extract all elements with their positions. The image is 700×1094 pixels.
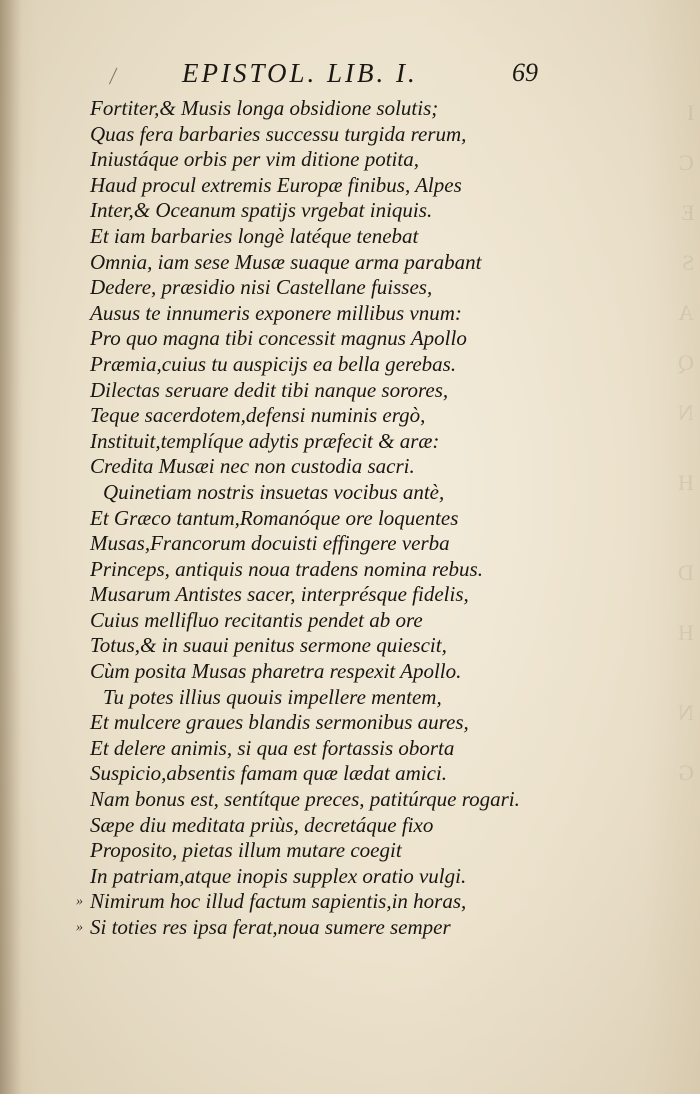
verse-line <box>90 813 520 839</box>
verse-text: Quas fera barbaries successu turgida rerum, <box>90 121 467 146</box>
verse-text: Tu potes illius quouis impellere mentem, <box>103 684 442 709</box>
verse-line <box>90 480 520 506</box>
running-head: EPISTOL. LIB. I. <box>182 58 418 88</box>
verse-text: Si toties res ipsa ferat,noua sumere semper <box>90 915 451 939</box>
verse-text: Iniustáque orbis per vim ditione potita, <box>90 147 419 172</box>
verse-text: Fortiter,& Musis longa obsidione solutis; <box>90 96 439 120</box>
verse-line <box>90 506 520 532</box>
verse-line <box>90 454 520 480</box>
verse-line <box>90 557 520 583</box>
verse-line <box>90 761 520 787</box>
verse-line <box>90 301 520 327</box>
quotation-marker: » <box>76 894 83 910</box>
verse-line <box>90 685 520 711</box>
verse-text: Credita Musæi nec non custodia sacri. <box>90 454 415 479</box>
verse-text: Pro quo magna tibi concessit magnus Apollo <box>90 326 467 351</box>
verse-text: Et delere animis, si qua est fortassis oborta <box>90 735 455 760</box>
verse-text: Teque sacerdotem,defensi numinis ergò, <box>90 403 426 428</box>
verse-text: Suspicio,absentis famam quæ lædat amici. <box>90 761 447 786</box>
verse-line <box>90 147 520 173</box>
verse-line <box>90 864 520 890</box>
verse-text: Cùm posita Musas pharetra respexit Apollo. <box>90 659 462 684</box>
verse-line <box>90 429 520 455</box>
verse-text: Nimirum hoc illud factum sapientis,in horas, <box>90 889 467 914</box>
page-number: 69 <box>512 58 538 87</box>
verse-list <box>76 96 520 941</box>
verse-text: Inter,& Oceanum spatijs vrgebat iniquis. <box>90 198 433 223</box>
verse-text: Totus,& in suaui penitus sermone quiescit, <box>90 633 447 658</box>
verse-text: Dedere, præsidio nisi Castellane fuisses, <box>90 275 433 300</box>
verse-line <box>90 250 520 276</box>
verse-line <box>90 198 520 224</box>
verse-line <box>90 659 520 685</box>
verse-text: Omnia, iam sese Musæ suaque arma parabant <box>90 249 482 274</box>
verse-line <box>76 915 520 941</box>
verse-line <box>90 736 520 762</box>
verse-line <box>90 710 520 736</box>
verse-line <box>90 352 520 378</box>
verse-text: Præmia,cuius tu auspicijs ea bella gerebas. <box>90 351 457 376</box>
verse-line <box>90 582 520 608</box>
quotation-marker: » <box>76 920 83 935</box>
gutter-shadow <box>0 0 22 1094</box>
verse-text: Nam bonus est, sentítque preces, patitúrque rogari. <box>90 787 520 812</box>
verse-line <box>90 96 520 122</box>
verse-text: Haud procul extremis Europæ finibus, Alpes <box>90 172 462 197</box>
verse-text: Proposito, pietas illum mutare coegit <box>90 838 402 863</box>
verse-text: Et Græco tantum,Romanóque ore loquentes <box>90 505 459 530</box>
verse-text: Et mulcere graues blandis sermonibus aures, <box>90 710 469 735</box>
verse-text: Instituit,templíque adytis præfecit & aræ: <box>90 428 440 453</box>
verse-line <box>90 275 520 301</box>
verse-text: Musas,Francorum docuisti effingere verba <box>90 531 450 556</box>
verse-text: Sæpe diu meditata priùs, decretáque fixo <box>90 812 434 837</box>
ink-mark <box>109 68 130 91</box>
verse-line <box>90 122 520 148</box>
verse-text: In patriam,atque inopis supplex oratio vulgi. <box>90 863 467 888</box>
verse-text: Ausus te innumeris exponere millibus vnum: <box>90 300 462 325</box>
verse-line <box>90 173 520 199</box>
verse-line <box>90 787 520 813</box>
verse-line <box>90 838 520 864</box>
bleed-through: I C E S A Q N H D H N G <box>678 100 694 785</box>
verse-text: Princeps, antiquis noua tradens nomina rebus. <box>90 556 483 581</box>
verse-text: Musarum Antistes sacer, interprésque fidelis, <box>90 582 469 607</box>
verse-line <box>90 224 520 250</box>
verse-line <box>90 633 520 659</box>
verse-text: Quinetiam nostris insuetas vocibus antè, <box>103 479 445 504</box>
verse-line <box>90 531 520 557</box>
verse-line <box>90 608 520 634</box>
verse-line <box>90 378 520 404</box>
verse-text: Dilectas seruare dedit tibi nanque sorores, <box>90 377 449 402</box>
verse-line <box>90 403 520 429</box>
verse-text: Cuius mellifluo recitantis pendet ab ore <box>90 607 423 632</box>
verse-line <box>76 889 520 915</box>
verse-text: Et iam barbaries longè latéque tenebat <box>90 223 419 248</box>
verse-line <box>90 326 520 352</box>
